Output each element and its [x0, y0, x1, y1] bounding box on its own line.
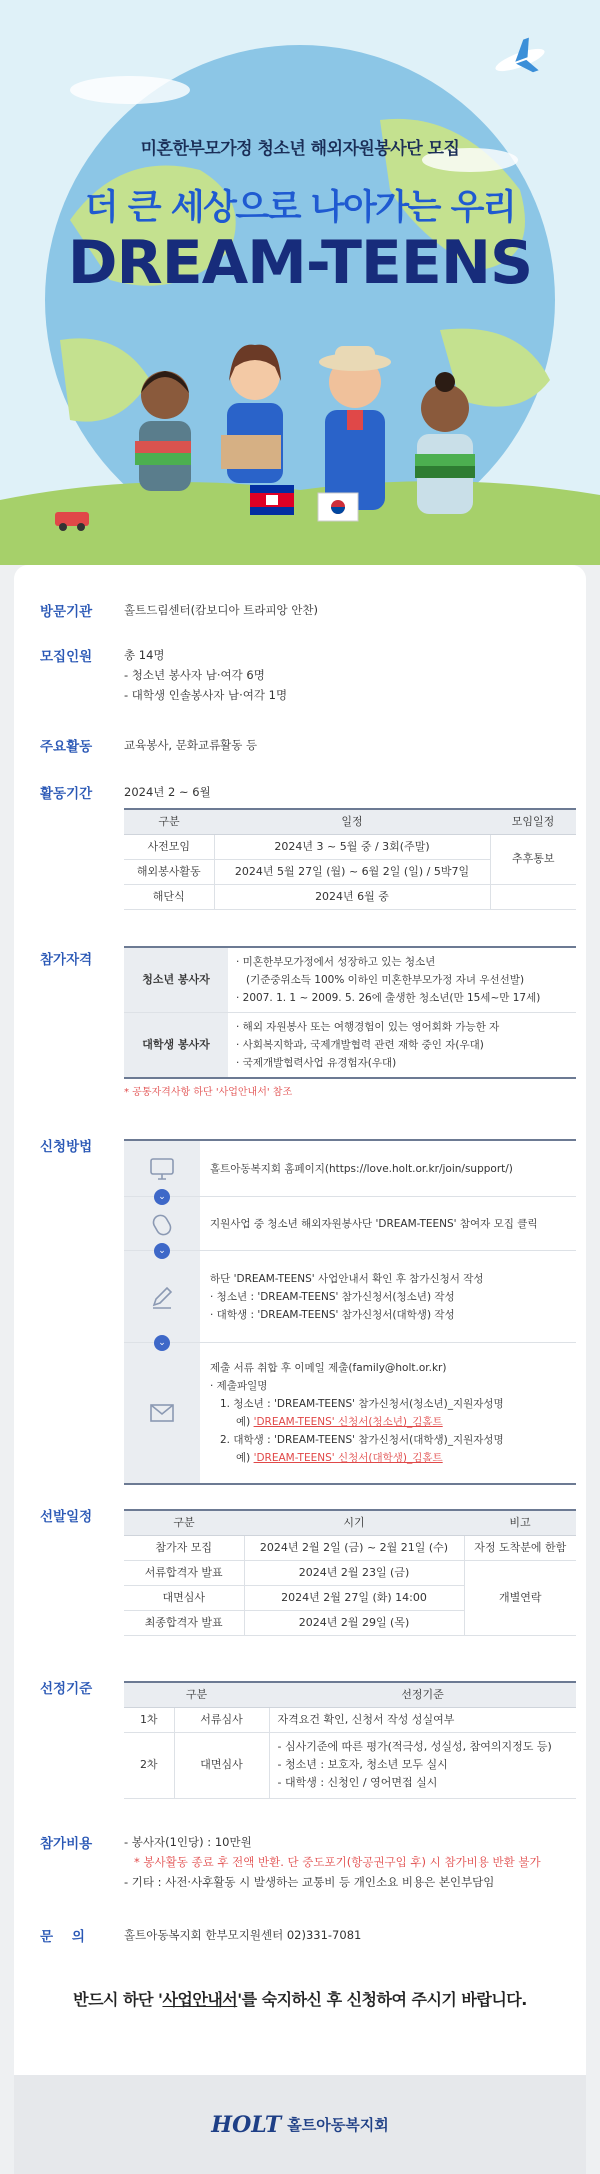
- list-item: · 2007. 1. 1 ~ 2009. 5. 26에 출생한 청소년(만 15세~만 17세): [236, 992, 541, 1004]
- table-cell: [490, 884, 576, 909]
- cambodia-flag: [250, 485, 294, 515]
- table-cell: 2024년 3 ~ 5월 중 / 3회(주말): [214, 834, 490, 859]
- step-text: · 제출파일명: [210, 1380, 268, 1392]
- chevron-down-icon: ⌄: [154, 1243, 170, 1259]
- example-prefix: 예): [236, 1452, 254, 1464]
- envelope-icon: [149, 1403, 175, 1423]
- chevron-down-icon: ⌄: [154, 1335, 170, 1351]
- list-item: · 국제개발협력사업 유경험자(우대): [236, 1057, 397, 1069]
- section-label: 방문기관: [40, 604, 93, 620]
- table-cell: 대면심사: [124, 1585, 244, 1610]
- logo-name: 홀트아동복지회: [287, 2116, 389, 2134]
- table-cell: 2024년 5월 27일 (월) ~ 6월 2일 (일) / 5박7일: [214, 859, 490, 884]
- apply-step: [124, 1251, 576, 1348]
- table-header: 모임일정: [490, 809, 576, 834]
- footer: [14, 2075, 586, 2174]
- table-cell: 2024년 2월 23일 (금): [244, 1560, 464, 1585]
- logo-mark: HOLT: [211, 2111, 282, 2138]
- table-cell: 2차: [124, 1732, 174, 1798]
- section-label: 문 의: [40, 1929, 85, 1945]
- row-header: 청소년 봉사자: [124, 948, 228, 1012]
- step-text: 하단 'DREAM-TEENS' 사업안내서 확인 후 참가신청서 작성: [210, 1272, 484, 1285]
- criteria-table: [124, 1681, 576, 1799]
- table-header: 일정: [214, 809, 490, 834]
- table-row: [124, 834, 576, 859]
- table-cell: 2024년 2월 29일 (목): [244, 1610, 464, 1635]
- table-cell: 2024년 6월 중: [214, 884, 490, 909]
- recruit-line: - 청소년 봉사자 남·여각 6명: [124, 668, 265, 682]
- list-item: - 대학생 : 신청인 / 영어면접 실시: [277, 1776, 438, 1789]
- step-text: 2. 대학생 : 'DREAM-TEENS' 참가신청서(대학생)_지원자성명: [220, 1434, 504, 1446]
- table-cell: 2024년 2월 27일 (화) 14:00: [244, 1585, 464, 1610]
- korea-flag: [318, 493, 358, 521]
- table-header: 구분: [124, 809, 214, 834]
- recruit-line: 총 14명: [124, 648, 165, 662]
- example-filename: 'DREAM-TEENS' 신청서(청소년)_김홀트: [253, 1416, 443, 1428]
- section-label: 선정기준: [40, 1681, 93, 1697]
- step-text: · 청소년 : 'DREAM-TEENS' 참가신청서(청소년) 작성: [210, 1290, 455, 1303]
- child-figure: [135, 371, 191, 491]
- table-row: [124, 1560, 576, 1585]
- list-item: - 청소년 : 보호자, 청소년 모두 실시: [277, 1758, 448, 1771]
- step-text: 홀트아동복지회 홈페이지(https://love.holt.or.kr/join/support/): [210, 1162, 513, 1175]
- table-header: 구분: [124, 1682, 269, 1707]
- row-header: 대학생 봉사자: [124, 1013, 228, 1077]
- table-cell: 사전모임: [124, 834, 214, 859]
- inquiry-text: 홀트아동복지회 한부모지원센터 02)331-7081: [124, 1928, 362, 1942]
- table-row: [124, 1535, 576, 1560]
- list-item: (기준중위소득 100% 이하인 미혼한부모가정 자녀 우선선발): [246, 974, 525, 986]
- table-header: 선정기준: [269, 1682, 576, 1707]
- section-label: 참가비용: [40, 1836, 93, 1852]
- table-cell: 1차: [124, 1707, 174, 1732]
- table-header: 비고: [464, 1510, 576, 1535]
- table-cell: 해외봉사활동: [124, 859, 214, 884]
- example-prefix: 예): [236, 1416, 254, 1428]
- section-label: 주요활동: [40, 739, 93, 755]
- hero-banner: [0, 0, 600, 565]
- apply-step: [124, 1141, 576, 1202]
- section-label: 활동기간: [40, 786, 93, 802]
- table-row: [124, 1013, 576, 1077]
- section-label: 참가자격: [40, 952, 93, 968]
- cost-warning: * 봉사활동 종료 후 전액 반환. 단 중도포기(항공권구입 후) 시 참가비용 반환 불가: [134, 1855, 541, 1869]
- table-header: 시기: [244, 1510, 464, 1535]
- apply-step: [124, 1343, 576, 1483]
- table-cell: 개별연락: [464, 1560, 576, 1635]
- table-row: [124, 1732, 576, 1798]
- list-item: · 사회복지학과, 국제개발협력 관련 재학 중인 자(우대): [236, 1039, 484, 1051]
- table-cell: 2024년 2월 2일 (금) ~ 2월 21일 (수): [244, 1535, 464, 1560]
- holt-logo[interactable]: [211, 2112, 388, 2138]
- section-label: 선발일정: [40, 1509, 93, 1525]
- monitor-icon: [149, 1157, 175, 1181]
- hero-subtitle: 미혼한부모가정 청소년 해외자원봉사단 모집: [140, 139, 460, 159]
- table-header: 구분: [124, 1510, 244, 1535]
- mouse-icon: [151, 1211, 173, 1237]
- table-cell: 대면심사: [174, 1732, 269, 1798]
- list-item: · 해외 자원봉사 또는 여행경험이 있는 영어회화 가능한 자: [236, 1021, 500, 1033]
- section-label: 신청방법: [40, 1139, 93, 1155]
- table-row: [124, 948, 576, 1013]
- table-cell: 해단식: [124, 884, 214, 909]
- qualification-table: [124, 946, 576, 1079]
- table-cell: 최종합격자 발표: [124, 1610, 244, 1635]
- chevron-down-icon: ⌄: [154, 1189, 170, 1205]
- notice-highlight: 사업안내서: [162, 1990, 238, 2009]
- table-cell: 서류심사: [174, 1707, 269, 1732]
- hero-brand: DREAM-TEENS: [67, 228, 533, 298]
- notice-text: '를 숙지하신 후 신청하여 주시기 바랍니다.: [237, 1990, 527, 2009]
- step-text: 제출 서류 취합 후 이메일 제출(family@holt.or.kr): [210, 1362, 447, 1374]
- section-label: 모집인원: [40, 649, 93, 665]
- pencil-icon: [149, 1284, 175, 1310]
- apply-steps: [124, 1139, 576, 1485]
- cost-line: - 기타 : 사전·사후활동 시 발생하는 교통비 등 개인소요 비용은 본인부담임: [124, 1875, 495, 1889]
- table-row: [124, 1707, 576, 1732]
- cost-line: - 봉사자(1인당) : 10만원: [124, 1835, 252, 1849]
- table-row: [124, 884, 576, 909]
- activity-text: 교육봉사, 문화교류활동 등: [124, 738, 258, 752]
- visit-text: 홀트드림센터(캄보디아 트라피앙 안찬): [124, 603, 319, 617]
- step-text: · 대학생 : 'DREAM-TEENS' 참가신청서(대학생) 작성: [210, 1308, 455, 1321]
- example-filename: 'DREAM-TEENS' 신청서(대학생)_김홀트: [253, 1452, 443, 1464]
- table-cell: 참가자 모집: [124, 1535, 244, 1560]
- period-table: [124, 808, 576, 910]
- table-cell: 서류합격자 발표: [124, 1560, 244, 1585]
- hero-title: 더 큰 세상으로 나아가는 우리: [84, 188, 516, 228]
- list-item: · 미혼한부모가정에서 성장하고 있는 청소년: [236, 956, 436, 968]
- step-text: 지원사업 중 청소년 해외자원봉사단 'DREAM-TEENS' 참여자 모집 클릭: [210, 1217, 538, 1230]
- notice-banner: [0, 1987, 600, 2010]
- apply-step: [124, 1197, 576, 1256]
- content-card: [14, 565, 586, 2075]
- schedule-table: [124, 1509, 576, 1636]
- table-cell: 추후통보: [490, 834, 576, 884]
- notice-text: 반드시 하단 ': [73, 1990, 163, 2009]
- table-cell: 자격요건 확인, 신청서 작성 성실여부: [269, 1707, 576, 1732]
- table-cell: 자정 도착분에 한함: [464, 1535, 576, 1560]
- step-text: 1. 청소년 : 'DREAM-TEENS' 참가신청서(청소년)_지원자성명: [220, 1398, 504, 1410]
- qualification-note: * 공통자격사항 하단 '사업안내서' 참조: [124, 1087, 293, 1098]
- list-item: - 심사기준에 따른 평가(적극성, 성실성, 참여의지정도 등): [277, 1740, 552, 1753]
- airplane-icon: [489, 34, 549, 84]
- period-text: 2024년 2 ~ 6월: [124, 785, 211, 799]
- recruit-line: - 대학생 인솔봉사자 남·여각 1명: [124, 688, 288, 702]
